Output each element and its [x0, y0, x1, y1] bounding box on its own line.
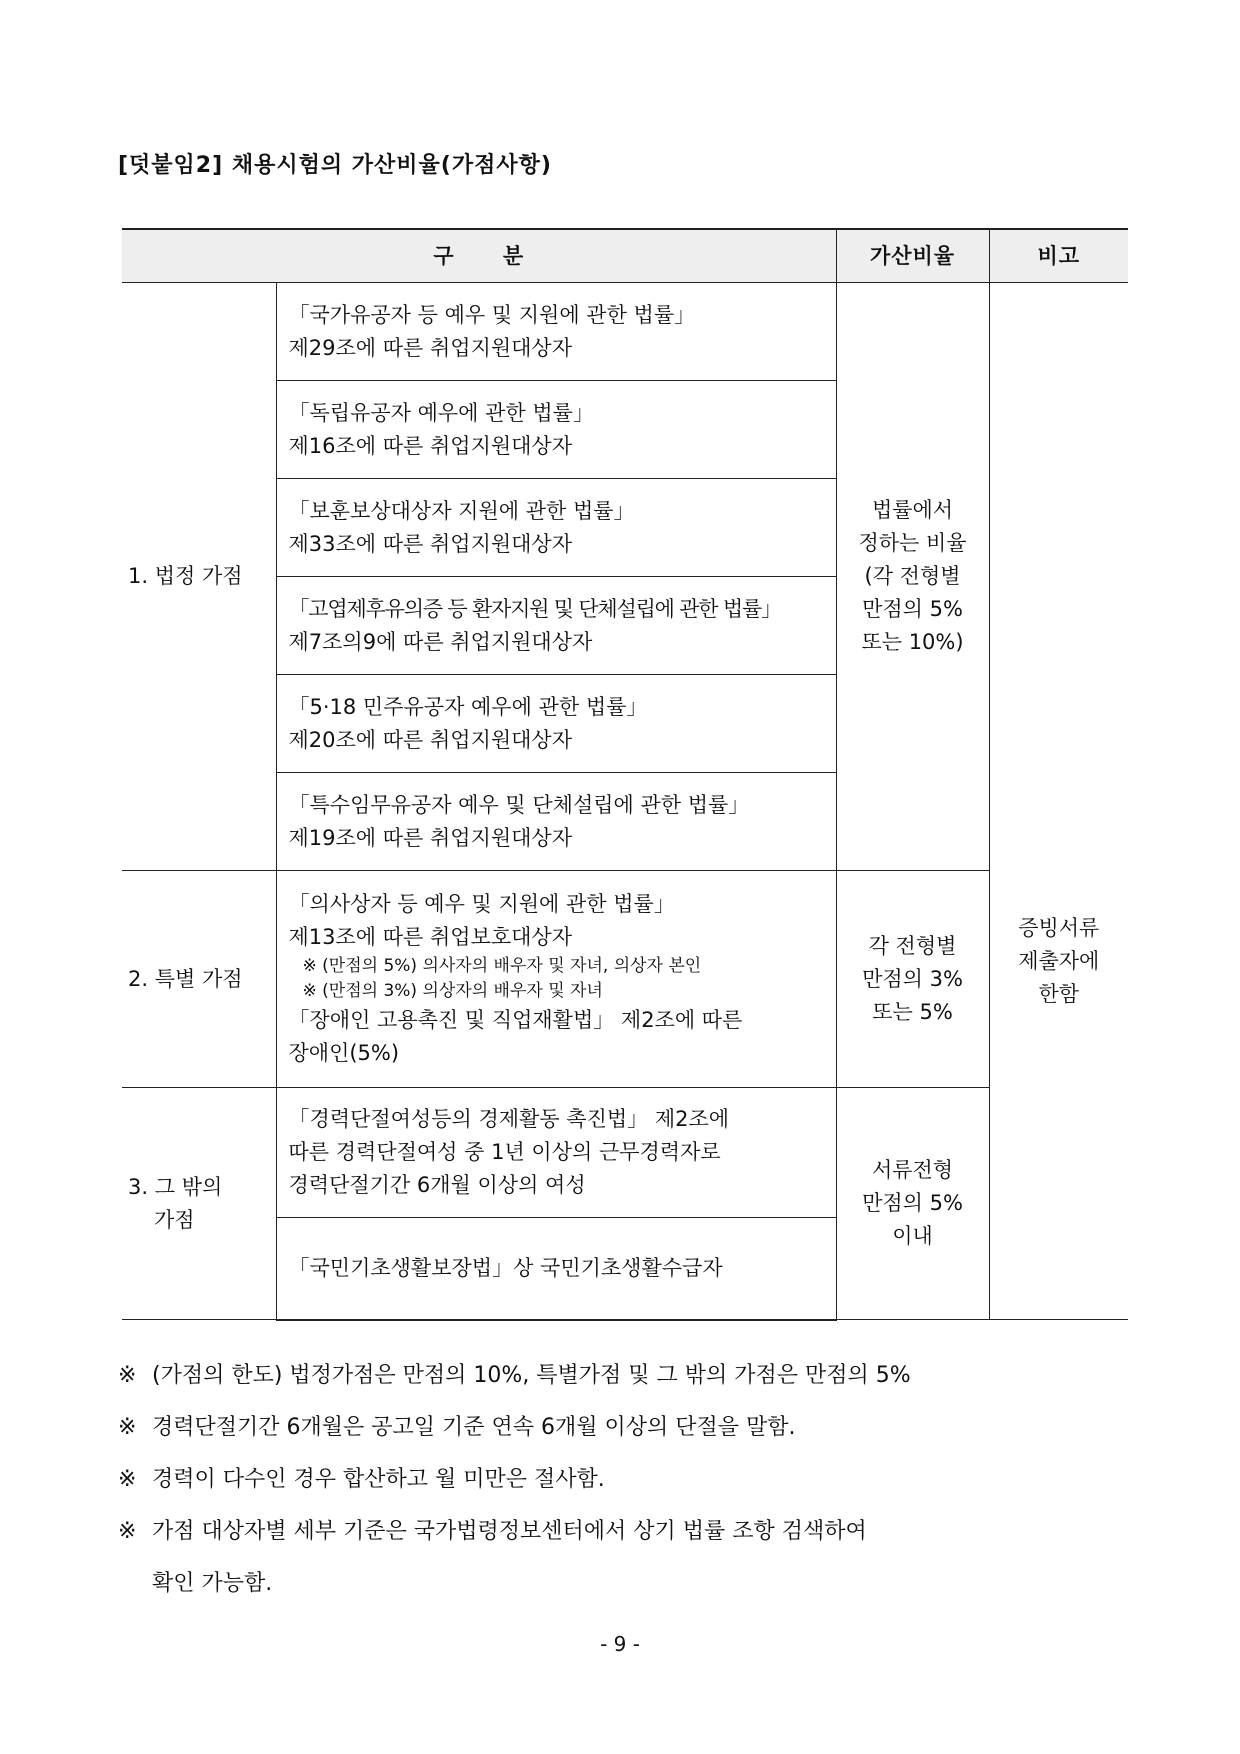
ratio-line: (각 전형별: [864, 564, 961, 588]
ratio-line: 서류전형: [871, 1158, 954, 1182]
note-text: [152, 1454, 1130, 1506]
footnote: [118, 1350, 1130, 1402]
item-cell: [276, 871, 836, 1088]
header-note: 비고: [989, 229, 1128, 283]
table-row: [122, 1088, 1128, 1218]
item-cell: [276, 577, 836, 675]
item-law: 「고엽제후유의증 등 환자지원 및 단체설립에 관한 법률」: [288, 596, 781, 621]
ratio-special: [836, 871, 989, 1088]
category-other: [122, 1088, 276, 1320]
ratio-line: 각 전형별: [868, 933, 957, 958]
note-mark: ※: [118, 1467, 137, 1492]
footnotes: [118, 1350, 1130, 1610]
remark-cell: [989, 283, 1128, 1320]
ratio-line: 법률에서: [871, 498, 954, 522]
item-law: 「장애인 고용촉진 및 직업재활법」 제2조에 따른: [288, 1008, 743, 1032]
remark-line: 증빙서류: [1018, 915, 1100, 940]
ratio-line: 만점의 3%: [862, 966, 963, 991]
item-target: 제16조에 따른 취업지원대상자: [288, 433, 573, 458]
ratio-line: 만점의 5%: [862, 1191, 963, 1215]
item-target: 제19조에 따른 취업지원대상자: [288, 825, 573, 850]
item-law: 「독립유공자 예우에 관한 법률」: [288, 400, 594, 425]
header-ratio: 가산비율: [836, 229, 989, 283]
footnote: [118, 1402, 1130, 1454]
note-mark: ※: [118, 1415, 137, 1440]
item-law: 「국가유공자 등 예우 및 지원에 관한 법률」: [288, 302, 696, 327]
ratio-line: 만점의 5%: [862, 597, 963, 621]
page-title: [덧붙임2] 채용시험의 가산비율(가점사항): [118, 153, 552, 178]
item-cell: [276, 381, 836, 479]
item-law: 「보훈보상대상자 지원에 관한 법률」: [288, 498, 635, 523]
item-target: 제29조에 따른 취업지원대상자: [288, 335, 573, 360]
note-line: 경력이 다수인 경우 합산하고 월 미만은 절사함.: [152, 1467, 605, 1492]
item-cell: [276, 479, 836, 577]
ratio-legal: [836, 283, 989, 871]
item-law: 「5·18 민주유공자 예우에 관한 법률」: [288, 694, 648, 719]
category-special: 2. 특별 가점: [122, 871, 276, 1088]
item-cell: [276, 283, 836, 381]
ratio-line: 또는 5%: [872, 999, 953, 1024]
note-text: [152, 1506, 1130, 1610]
table-header-row: [122, 229, 1128, 283]
item-law: 「경력단절여성등의 경제활동 촉진법」 제2조에: [288, 1107, 730, 1131]
table-row: [122, 283, 1128, 381]
category-line: 가점: [154, 1207, 195, 1232]
ratio-line: 정하는 비율: [858, 531, 967, 555]
item-target: 장애인(5%): [288, 1041, 400, 1065]
category-legal: 1. 법정 가점: [122, 283, 276, 871]
item-target: 제7조의9에 따른 취업지원대상자: [288, 629, 593, 654]
item-subnote: ※ (만점의 5%) 의사자의 배우자 및 자녀, 의상자 본인: [302, 956, 702, 976]
note-line: 확인 가능함.: [152, 1571, 273, 1596]
footnote: [118, 1506, 1130, 1610]
item-subnote: ※ (만점의 3%) 의상자의 배우자 및 자녀: [302, 981, 603, 1001]
note-text: [152, 1402, 1130, 1454]
item-target: 따른 경력단절여성 중 1년 이상의 근무경력자로: [288, 1140, 721, 1164]
item-law: 「특수임무유공자 예우 및 단체설립에 관한 법률」: [288, 792, 750, 817]
item-cell: [276, 675, 836, 773]
ratio-line: 또는 10%): [861, 630, 964, 654]
note-mark: ※: [118, 1519, 137, 1544]
note-mark: ※: [118, 1363, 137, 1388]
page-number: - 9 -: [600, 1632, 640, 1656]
remark-line: 한함: [1038, 981, 1080, 1006]
item-target: 제13조에 따른 취업보호대상자: [288, 925, 573, 949]
note-line: 가점 대상자별 세부 기준은 국가법령정보센터에서 상기 법률 조항 검색하여: [152, 1519, 867, 1544]
item-law: 「의사상자 등 예우 및 지원에 관한 법률」: [288, 892, 675, 916]
item-target: 경력단절기간 6개월 이상의 여성: [288, 1173, 586, 1197]
table-row: [122, 871, 1128, 1088]
item-target: 제33조에 따른 취업지원대상자: [288, 531, 573, 556]
item-cell: [276, 1088, 836, 1218]
note-text: [152, 1350, 1130, 1402]
item-cell: [276, 773, 836, 871]
remark-line: 제출자에: [1018, 948, 1100, 973]
header-category: 구 분: [122, 229, 836, 283]
ratio-line: 이내: [892, 1224, 933, 1248]
ratio-other: [836, 1088, 989, 1320]
footnote: [118, 1454, 1130, 1506]
bonus-points-table: [122, 228, 1128, 1321]
note-line: (가점의 한도) 법정가점은 만점의 10%, 특별가점 및 그 밖의 가점은 만점의 5%: [152, 1363, 911, 1388]
category-line: 3. 그 밖의: [128, 1174, 223, 1199]
item-cell: [276, 1218, 836, 1320]
item-law: 「국민기초생활보장법」상 국민기초생활수급자: [288, 1255, 723, 1280]
note-line: 경력단절기간 6개월은 공고일 기준 연속 6개월 이상의 단절을 말함.: [152, 1415, 796, 1440]
item-target: 제20조에 따른 취업지원대상자: [288, 727, 573, 752]
